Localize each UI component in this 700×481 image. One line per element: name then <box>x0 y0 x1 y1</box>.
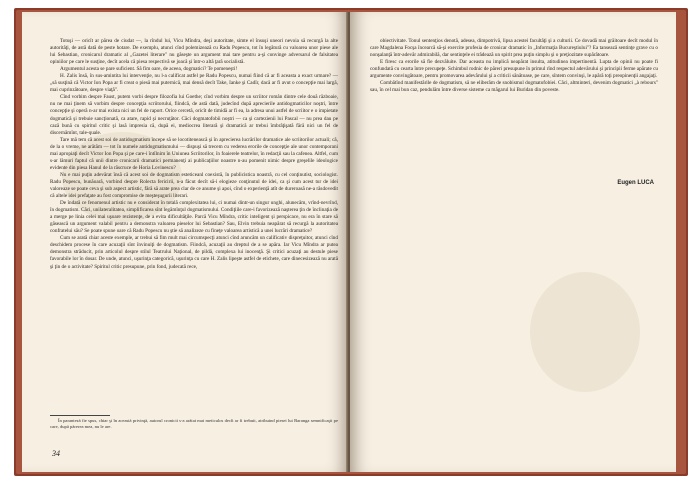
paragraph: Totuşi — oricît ar părea de ciudat —, la rîndul lui, Vicu Mîndra, deşi autoritate, simte el însuşi uneori nevoia să recurgă la alte autorităţi, de astă dată de peste hotare. De exemplu, atunci cînd polemizează cu Radu Popescu, tot în legătură cu valoarea unor piese ale lui Sebastian, cronicarul dramatic al „Gazetei literare" nu găseşte un argument mai tare pentru a-şi convinge adversarul de falsitatea opiniilor pe care le susţine, decît acela că piesa respectivă se joacă şi într-o altă ţară socialistă. <box>50 38 338 66</box>
paragraph: Combătînd manifestările de dogmatism, să ne eliberăm de snobismul dogmatofobiei. Căci, altminteri, devenim dogmatici „à rebours" sau, în cel mai bun caz, pendulăm între diverse sisteme ca măgarul lui Buridan din poveste. <box>370 80 658 94</box>
paragraph: De îndată ce fenomenul artistic nu e considerat în totală complexitatea lui, ci numai dintr-un singur unghi, alunecăm, vrînd-nevrînd, în dogmatism. Căci, unilateralitatea, simplificarea sînt legămînţul dogmatismului. Condiţiile care-i favorizează naşterea ţin de înclinaţia de a merge pe linia celei mai uşoare rezistenţe, de a evita dificultăţile. Parcă Vicu Mîndra, critic inteligent şi perspicace, nu era în stare să găsească un argument valabil pentru a demonstra valoarea pieselor lui Sebastian? Sau, Elvin trebuia neapărat să recurgă la autoritatea confratelui său? Se poate spune oare că Radu Popescu nu ştie să analizeze cu fineţe valoarea artistică a unei lucrări dramatice? <box>50 200 338 235</box>
left-page-body <box>50 38 338 271</box>
paragraph: Tare mă tem că acest soi de antidogmatism începe să se locotitenească şi în aprecierea lucrărilor dramatice ale scriitorilor actuali; că, de la o vreme, ne arătăm — tot în numele antidogmatismului — dispuşi să trecem cu vederea erorile de concepţie ale unor contemporani mai apropiaţi decît Victor Ion Popa şi pe care-i întîlnim în Uniunea Scriitorilor, în foaierele teatrelor, în redacţii sau la cafenea. Altfel, cum s-ar lămuri faptul că unii dintre cronicarii dramatici permanenţi ai publicaţiilor noastre n-au pomenit nimic despre greşelile ideologice evidente din piesa Hanul de la răscruce de Horia Lovinescu? <box>50 136 338 171</box>
paragraph: Cînd vorbim despre Faust, putem vorbi despre filozofia lui Goethe; cînd vorbim despre un scriitor român dintre cele două războaie, nu ne mai ţinem să vorbim despre concepţia scriitorului, fiindcă, de astă dată, judecînd după aprecierile antidogmaticilor noştri, între concepţie şi operă n-ar mai exista nici un fel de raport. Orice cercetă, oricît de timidă ar fi ea, la adresa unui astfel de scriitor e o impietate dogmatică şi trebuie sancţionată, ca atare, rapid şi necruţător. Căci dogmatofobii noştri — ca şi cartezienii lui Pascal — nu prea dau pe cază bună cu spiritul critic şi lasă impresia că, după ei, mediocrea literară şi dramatică ar trebui îmbrăţişată fără nici un fel de discernămînt, tale-quale. <box>50 94 338 136</box>
paragraph: Argumentul acesta se pare suficient. Să fim oare, de aceea, dogmatici? Te pomeneşti! <box>60 66 238 73</box>
footnote <box>50 418 338 430</box>
paragraph: Cum se arată chiar aceste exemple, ar trebui să fim mult mai circumspecţi atunci cînd aruncăm un calificativ dispreţuitor, atunci cînd deschidem procese în care acuzaţii sînt învinuiţi de dogmatism. Fiindcă, acuzaţii au dreptul de a se apăra. Iar Vicu Mîndra ar putea demonstra străducit, prin articolul despre stilul Teatrului Naţional, de pildă, complexa lui inocenţă. Şi critici acuzaţi au destule piese favorabile lor în dosar. De unde, atunci, uşurinţa categorică, uşurinţa cu care H. Zalis lipeşte astfel de etichete, care dinecesizează nu arată şi ţin de o activitate? Spiritul critic presupune, prin fond, judecată rece, <box>50 235 338 270</box>
right-page-body <box>370 38 658 94</box>
footnote-text: În paranteză fie spus, chiar şi în această privinţă, autorul cronicii s-a arătat mai meticulos decît ar fi trebuit, atribuind piesei lui Baranga semnificaţii pe care, după părerea mea, nu le are. <box>50 418 338 429</box>
page-stain <box>530 272 640 392</box>
paragraph: Nu e mai puţin adevărat însă că acest soi de dogmatism esteticeanl coexistă, în publicistica noastră, cu cel conţinutist, sociologist. Radu Popescu, bunăoară, vorbind despre Rolecta fericirii, n-a făcut decît să-i elogieze conţinutul de idei, ca şi cum acest tur de idei valoreaze se poate ceva şi sub aspect artistic, fără să arate prea clar de ce anume şi apoi, cînd o experienţă atît de dureroasă ne-a răsdovedit că altele idei prefaţate au fost compromise de meşteşugurii literari. <box>50 171 338 200</box>
paragraph: H. Zalis însă, în sus-amintita lui intervenţie, nu l-a calificat astfel pe Radu Popescu, numai fiind că ar fi aceasta a exact urmare? — „să susţină că Victor Ion Popa ar fi creat o piesă mai puternică, mai densă decît Take, Ianke şi Cadîr, dacă ar fi avut o concepţie mai largă, mai cuprinzătoare, despre viaţă". <box>50 73 338 94</box>
page-number: 34 <box>52 449 60 458</box>
footnote-rule <box>50 415 110 416</box>
left-page <box>22 12 348 472</box>
author-signature: Eugen LUCA <box>617 180 654 186</box>
paragraph: E firesc ca erorile să fie dezvăluite. Dar aceasta nu implică neapărat insulta, atitudinea impertinentă. Lupta de opinii nu poate fi confundată cu cearta între precupeţe. Schimbul rodnic de păreri presupune în primul rînd respectul adevărului şi principii ferme apărate cu argumente convingătoare, pentru promovarea adevărului şi a criticii sănătoase, pe care, sîntem convinşi, le apără toţi preopinenţii angajaţi. <box>370 59 658 80</box>
paragraph: obiectivitate. Tonul sentenţios denotă, adesea, dimpotrivă, lipsa acestei facultăţi şi a culturii. Ce dovadă mai grăitoare decît modul în care Magdalena Focşa încearcă să-şi exercite profesia de cronicar dramatic în „Informaţia Bucureştiului"? Ea tanseazâ sentinţe grave cu o nonşalanţă într-adevăr admirabilă, dar sentinţele ei trădează un spirit prea puţin simplu şi o preţiozitate supărătoare. <box>370 38 658 59</box>
right-page <box>350 12 676 472</box>
